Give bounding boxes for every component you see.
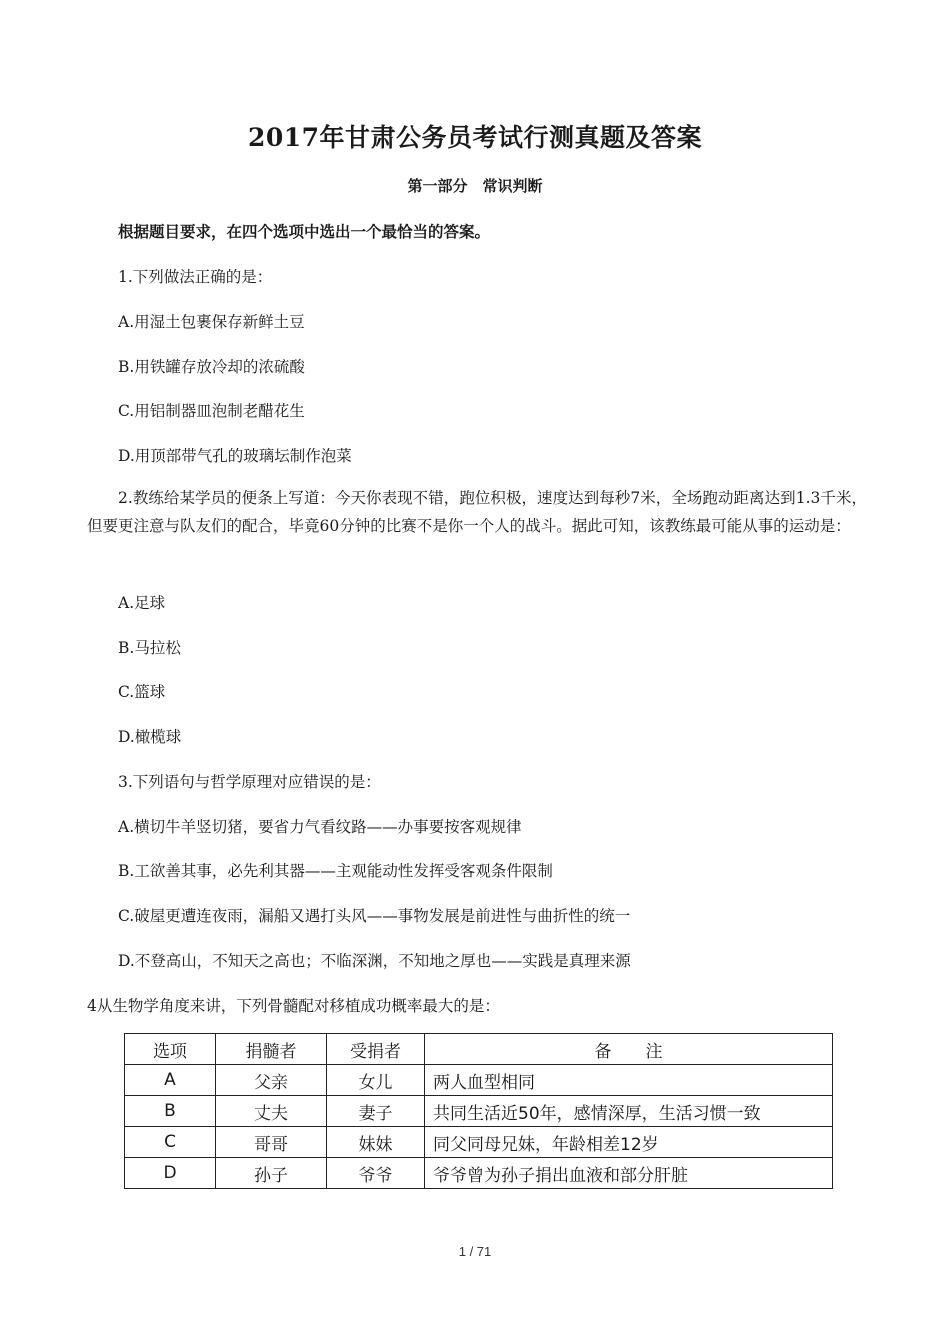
header-recipient: 受捐者 xyxy=(327,1034,425,1065)
cell-option: B xyxy=(125,1096,216,1127)
question-3-option-c: C.破屋更遭连夜雨，漏船又遇打头风——事物发展是前进性与曲折性的统一 xyxy=(118,907,631,925)
cell-recipient: 妻子 xyxy=(327,1096,425,1127)
question-2-option-b: B.马拉松 xyxy=(118,639,181,657)
cell-option: A xyxy=(125,1065,216,1096)
cell-donor: 父亲 xyxy=(216,1065,327,1096)
cell-recipient: 爷爷 xyxy=(327,1158,425,1189)
question-2-option-a: A.足球 xyxy=(118,594,166,612)
bone-marrow-table xyxy=(124,1033,833,1189)
cell-note: 共同生活近50年，感情深厚，生活习惯一致 xyxy=(425,1096,833,1127)
question-2-option-d: D.橄榄球 xyxy=(118,728,182,746)
cell-recipient: 女儿 xyxy=(327,1065,425,1096)
question-3-option-d: D.不登高山，不知天之高也；不临深渊，不知地之厚也——实践是真理来源 xyxy=(118,952,631,970)
cell-note: 爷爷曾为孙子捐出血液和部分肝脏 xyxy=(425,1158,833,1189)
table-header-row xyxy=(125,1034,833,1065)
table-row xyxy=(125,1065,833,1096)
question-1-option-c: C.用铝制器皿泡制老醋花生 xyxy=(118,402,305,420)
header-option: 选项 xyxy=(125,1034,216,1065)
cell-donor: 孙子 xyxy=(216,1158,327,1189)
page-number: 1 / 71 xyxy=(458,1244,492,1259)
header-donor: 捐髓者 xyxy=(216,1034,327,1065)
cell-option: C xyxy=(125,1127,216,1158)
question-1-option-a: A.用湿土包裹保存新鲜土豆 xyxy=(118,313,305,331)
question-3-option-b: B.工欲善其事，必先利其器——主观能动性发挥受客观条件限制 xyxy=(118,862,553,880)
cell-note: 两人血型相同 xyxy=(425,1065,833,1096)
question-3-option-a: A.横切牛羊竖切猪，要省力气看纹路——办事要按客观规律 xyxy=(118,818,522,836)
section-heading: 第一部分 常识判断 xyxy=(407,177,543,195)
question-1-option-d: D.用顶部带气孔的玻璃坛制作泡菜 xyxy=(118,447,352,465)
question-2-stem: 2.教练给某学员的便条上写道：今天你表现不错，跑位积极，速度达到每秒7米，全场跑动距离达到1.3千米，但要更注意与队友们的配合，毕竟60分钟的比赛不是你一个人的战斗。据此可知，该教练最可能从事的运动是： xyxy=(87,489,867,535)
cell-note: 同父同母兄妹，年龄相差12岁 xyxy=(425,1127,833,1158)
question-3-stem: 3.下列语句与哲学原理对应错误的是： xyxy=(118,773,381,791)
question-2-option-c: C.篮球 xyxy=(118,683,166,701)
instruction-text: 根据题目要求，在四个选项中选出一个最恰当的答案。 xyxy=(118,222,491,241)
page-title: 2017年甘肃公务员考试行测真题及答案 xyxy=(247,123,703,152)
table-row xyxy=(125,1158,833,1189)
question-4-stem: 4从生物学角度来讲，下列骨髓配对移植成功概率最大的是： xyxy=(87,997,500,1015)
table-row xyxy=(125,1127,833,1158)
table-row xyxy=(125,1096,833,1127)
question-1-stem: 1.下列做法正确的是： xyxy=(118,268,273,286)
cell-option: D xyxy=(125,1158,216,1189)
cell-donor: 丈夫 xyxy=(216,1096,327,1127)
header-note: 备 注 xyxy=(425,1034,833,1065)
cell-donor: 哥哥 xyxy=(216,1127,327,1158)
cell-recipient: 妹妹 xyxy=(327,1127,425,1158)
question-1-option-b: B.用铁罐存放冷却的浓硫酸 xyxy=(118,358,305,376)
